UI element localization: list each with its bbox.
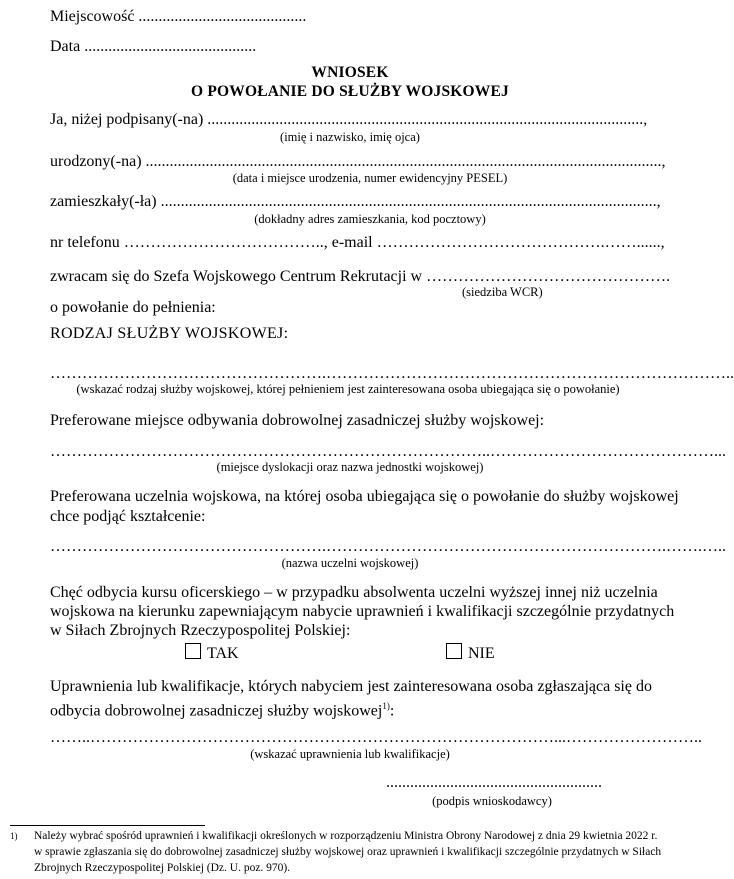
appoint-text: o powołanie do pełnienia: [50, 299, 216, 316]
date-field[interactable]: Data ........................................... [50, 38, 257, 55]
place-field[interactable]: Miejscowość .......................................... [50, 8, 307, 25]
birth-hint: (data i miejsce urodzenia, numer ewidencyjny PESEL) [232, 171, 508, 185]
wcr-field[interactable]: zwracam się do Szefa Wojskowego Centrum Rekrutacji w ………………………………………. [50, 268, 671, 285]
yes-label: TAK [207, 645, 239, 662]
footnote-marker: 1) [10, 831, 18, 841]
qualifications-hint: (wskazać uprawnienia lub kwalifikacje) [250, 747, 450, 761]
service-type-field[interactable]: …………………………………………….………………………………………………………………….. [50, 365, 734, 382]
officer-text-3: w Siłach Zbrojnych Rzeczypospolitej Polskiej: [50, 622, 351, 639]
option-no[interactable] [446, 643, 495, 663]
qualifications-field[interactable]: ……..……………………………………………………………………………...…………………….. [50, 729, 702, 746]
footnote-line-1: Należy wybrać spośród uprawnień i kwalifikacji określonych w rozporządzeniu Ministra Obrony Narodowej z dnia 29 kwietnia 2022 r. [34, 830, 658, 842]
document-title: WNIOSEK [311, 64, 389, 81]
university-label: Preferowana uczelnia wojskowa, na której osoba ubiegająca się o powołanie do służby wojskowej [50, 488, 679, 505]
no-checkbox[interactable] [446, 643, 462, 659]
qualifications-text-1: Uprawnienia lub kwalifikacje, których nabyciem jest zainteresowana osoba zgłaszająca się do [50, 678, 652, 695]
university-field[interactable]: …………………………………………….……………………………………………………….…….….. [50, 538, 726, 555]
name-hint: (imię i nazwisko, imię ojca) [280, 130, 420, 144]
document-subtitle: O POWOŁANIE DO SŁUŻBY WOJSKOWEJ [191, 83, 509, 100]
footnote-ref: 1) [382, 701, 390, 711]
location-hint: (miejsce dyslokacji oraz nazwa jednostki wojskowej) [216, 460, 484, 474]
service-type-label: RODZAJ SŁUŻBY WOJSKOWEJ: [50, 325, 289, 342]
qualifications-colon: : [389, 702, 395, 720]
footnote-line-3: Zbrojnych Rzeczypospolitej Polskiej (Dz. U. poz. 970). [34, 862, 291, 874]
wcr-hint: (siedziba WCR) [462, 285, 543, 299]
name-field[interactable]: Ja, niżej podpisany(-na) ............................................................................................................., [50, 111, 648, 128]
officer-text-2: wojskowa na kierunku zapewniającym nabycie uprawnień i kwalifikacji szczególnie przydatnych [50, 603, 675, 620]
option-yes[interactable] [185, 643, 239, 663]
footnote-line-2: w sprawie zgłaszania się do dobrowolnej zasadniczej służby wojskowej oraz uprawnień i kwalifikacji szczególnie przydatnych w Siłach [34, 846, 662, 858]
university-hint: (nazwa uczelni wojskowej) [281, 556, 419, 570]
officer-text-1: Chęć odbycia kursu oficerskiego – w przypadku absolwenta uczelni wyższej innej niż uczelnia [50, 584, 658, 601]
qualifications-text-2 [50, 701, 394, 720]
address-field[interactable]: zamieszkały(-ła) ............................................................................................................................, [50, 193, 661, 210]
university-label-cont: chce podjąć kształcenie: [50, 508, 206, 525]
phone-email-field[interactable]: nr telefonu ……………………………….., e-mail …………………………………….……......, [50, 234, 665, 251]
signature-field[interactable]: ...................................................... [386, 774, 602, 791]
yes-checkbox[interactable] [185, 643, 201, 659]
birth-field[interactable]: urodzony(-na) ................................................................................................................................., [50, 153, 666, 170]
qualifications-text-2-body: odbycia dobrowolnej zasadniczej służby wojskowej [50, 702, 383, 720]
footnote-divider [10, 825, 205, 826]
signature-hint: (podpis wnioskodawcy) [432, 794, 552, 808]
location-label: Preferowane miejsce odbywania dobrowolnej zasadniczej służby wojskowej: [50, 412, 545, 429]
location-field[interactable]: ………………………………………………………………………..……………………………………... [50, 443, 726, 460]
no-label: NIE [468, 645, 495, 662]
address-hint: (dokładny adres zamieszkania, kod pocztowy) [254, 212, 486, 226]
service-type-hint: (wskazać rodzaj służby wojskowej, której pełnieniem jest zainteresowana osoba ubiegająca się o powołanie) [76, 382, 620, 396]
